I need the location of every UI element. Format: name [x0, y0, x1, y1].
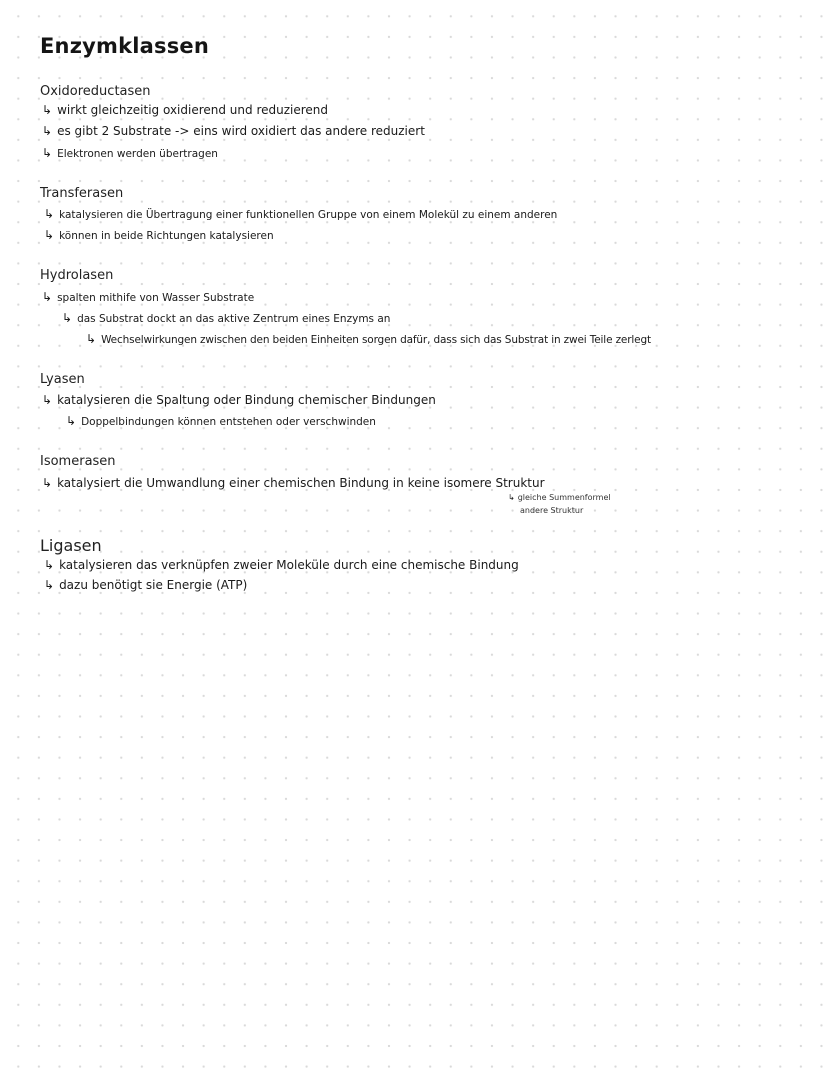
- heading-lyasen: Lyasen: [40, 372, 85, 387]
- heading-transferasen: Transferasen: [40, 186, 124, 201]
- note-text: das Substrat dockt an das aktive Zentrum eines Enzyms an: [77, 313, 391, 325]
- return-arrow-icon: ↳: [62, 311, 73, 325]
- note-text: Elektronen werden übertragen: [57, 148, 218, 160]
- note-text: dazu benötigt sie Energie (ATP): [59, 578, 248, 592]
- side-note-line: [520, 506, 583, 515]
- note-text: gleiche Summenformel: [517, 493, 611, 502]
- return-arrow-icon: ↳: [42, 476, 53, 490]
- heading-isomerasen: Isomerasen: [40, 454, 116, 469]
- note-line: [42, 103, 328, 117]
- note-line: [42, 393, 436, 407]
- note-text: katalysieren das verknüpfen zweier Moleküle durch eine chemische Bindung: [59, 558, 519, 572]
- return-arrow-icon: ↳: [42, 393, 53, 407]
- note-line: [86, 332, 651, 346]
- note-text: andere Struktur: [520, 506, 584, 515]
- return-arrow-icon: ↳: [508, 493, 515, 502]
- note-text: können in beide Richtungen katalysieren: [59, 230, 274, 242]
- return-arrow-icon: ↳: [44, 578, 55, 592]
- return-arrow-icon: ↳: [66, 414, 77, 428]
- note-text: wirkt gleichzeitig oxidierend und reduzierend: [57, 103, 329, 117]
- return-arrow-icon: ↳: [42, 146, 53, 160]
- return-arrow-icon: ↳: [42, 103, 53, 117]
- note-line: [42, 476, 545, 490]
- note-line: [66, 414, 376, 428]
- side-note-line: [508, 493, 611, 502]
- note-line: [44, 207, 557, 221]
- return-arrow-icon: ↳: [44, 558, 55, 572]
- heading-ligasen: Ligasen: [40, 536, 102, 555]
- note-line: [42, 124, 425, 138]
- return-arrow-icon: ↳: [42, 290, 53, 304]
- note-text: katalysiert die Umwandlung einer chemischen Bindung in keine isomere Struktur: [57, 476, 545, 490]
- heading-oxidoreductasen: Oxidoreductasen: [40, 84, 151, 99]
- note-line: [44, 578, 247, 592]
- return-arrow-icon: ↳: [44, 207, 55, 221]
- return-arrow-icon: ↳: [44, 228, 55, 242]
- note-text: Wechselwirkungen zwischen den beiden Einheiten sorgen dafür, dass sich das Substrat in zwei Teile zerlegt: [101, 334, 651, 346]
- note-text: katalysieren die Spaltung oder Bindung chemischer Bindungen: [57, 393, 436, 407]
- note-line: [44, 558, 519, 572]
- note-text: katalysieren die Übertragung einer funktionellen Gruppe von einem Molekül zu einem anderen: [59, 209, 558, 221]
- return-arrow-icon: ↳: [42, 124, 53, 138]
- note-line: [44, 228, 274, 242]
- note-line: [62, 311, 390, 325]
- return-arrow-icon: ↳: [86, 332, 97, 346]
- note-text: es gibt 2 Substrate -> eins wird oxidiert das andere reduziert: [57, 124, 425, 138]
- note-text: Doppelbindungen können entstehen oder verschwinden: [81, 416, 376, 428]
- heading-hydrolasen: Hydrolasen: [40, 268, 114, 283]
- page-title: Enzymklassen: [40, 34, 210, 58]
- note-line: [42, 290, 254, 304]
- note-line: [42, 146, 218, 160]
- note-text: spalten mithife von Wasser Substrate: [57, 292, 255, 304]
